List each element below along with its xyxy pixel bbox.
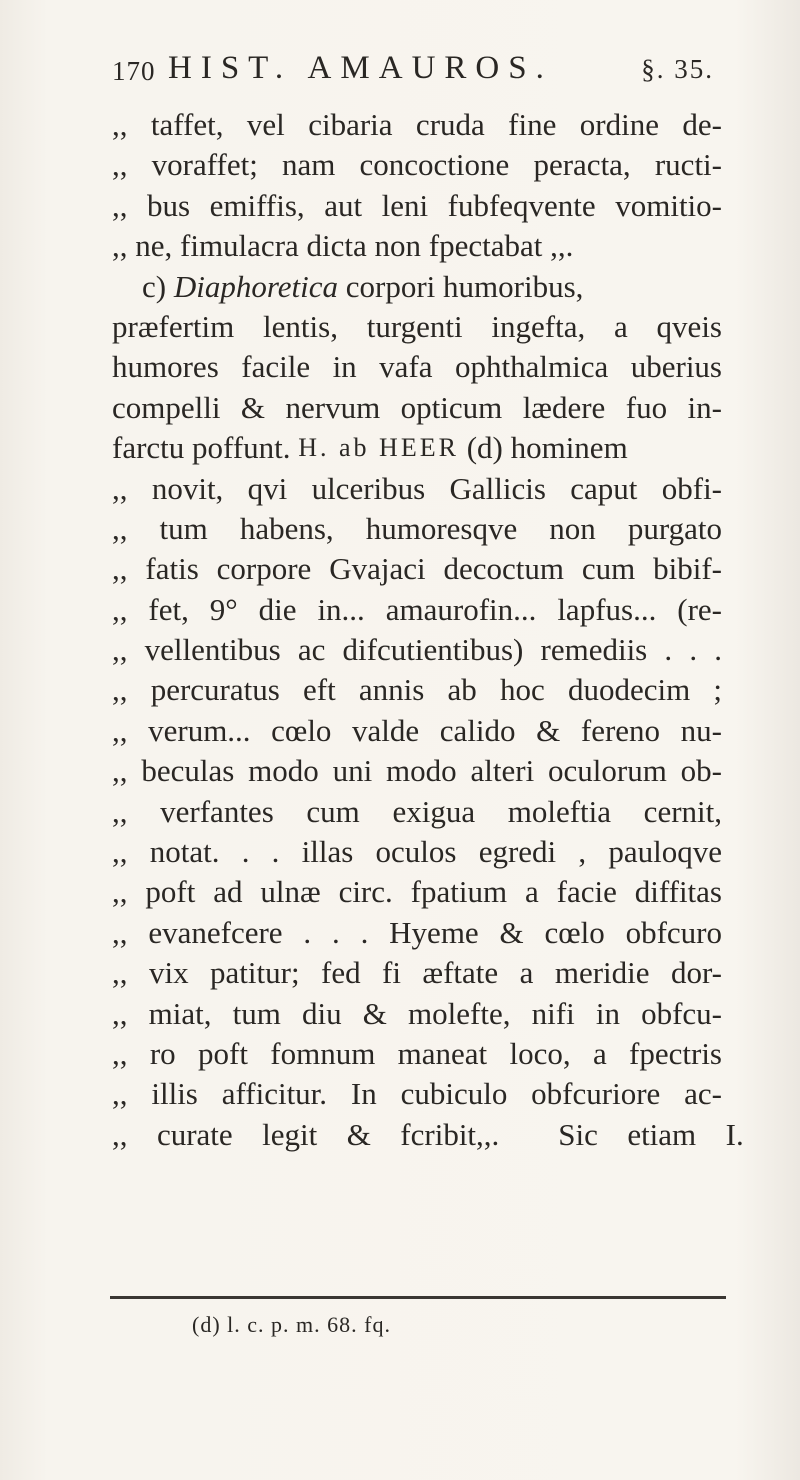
text-line: ,, illis afficitur. In cubiculo obfcuriore ac-	[112, 1076, 722, 1112]
running-header	[112, 50, 714, 94]
text-line: ,, poft ad ulnæ circ. fpatium a facie diffitas	[112, 874, 722, 910]
text-line: ,, miat, tum diu & molefte, nifi in obfcu-	[112, 995, 722, 1031]
text-line: ,, fatis corpore Gvajaci decoctum cum bibif-	[112, 551, 722, 587]
text-line: ,, bus emiffis, aut leni fubfeqvente vomitio-	[112, 187, 722, 223]
body-text	[112, 105, 744, 1155]
text-line: ,, verfantes cum exigua moleftia cernit,	[112, 793, 722, 829]
text-line: ,, beculas modo uni modo alteri oculorum ob-	[112, 753, 722, 789]
author-name: H. ab HEER	[298, 433, 459, 463]
text-line: ,, fet, 9° die in... amaurofin... lapfus... (re-	[112, 591, 722, 627]
text-line: ,, novit, qvi ulceribus Gallicis caput obfi-	[112, 470, 722, 506]
text-line: ,, voraffet; nam concoctione peracta, ructi-	[112, 147, 722, 183]
footnote: (d) l. c. p. m. 68. fq.	[192, 1312, 391, 1337]
text-line: ,, tum habens, humoresqve non purgato	[112, 510, 722, 546]
footnote-rule	[110, 1296, 726, 1299]
italic-term: Diaphoretica	[173, 268, 339, 304]
running-title: HIST. AMAUROS.	[168, 50, 553, 86]
text-line: humores facile in vafa ophthalmica uberius	[112, 349, 722, 385]
text-line: compelli & nervum opticum lædere fuo in-	[112, 389, 722, 425]
page-number: 170	[112, 56, 156, 86]
text-line: ,, vix patitur; fed fi æftate a meridie dor-	[112, 955, 722, 991]
text-line: ,, ro poft fomnum maneat loco, a fpectris	[112, 1035, 722, 1071]
text-line: ,, taffet, vel cibaria cruda fine ordine de-	[112, 107, 722, 142]
text-line: ,, ne, fimulacra dicta non fpectabat ,,.	[112, 228, 574, 264]
text-line: ,, percuratus eft annis ab hoc duodecim ;	[112, 672, 722, 708]
text-line: ,, verum... cœlo valde calido & fereno nu-	[112, 712, 722, 748]
text-line: farctu poffunt. H. ab HEER (d) hominem	[112, 428, 722, 468]
text-line: præfertim lentis, turgenti ingefta, a qveis	[112, 308, 722, 344]
section-mark: §. 35.	[641, 54, 714, 84]
text-line: ,, notat. . . illas oculos egredi , pauloqve	[112, 834, 722, 870]
text-line: c) Diaphoretica corpori humoribus,	[112, 267, 722, 307]
text-line: ,, evanefcere . . . Hyeme & cœlo obfcuro	[112, 914, 722, 950]
text-line: ,, vellentibus ac difcutientibus) remediis . . .	[112, 632, 722, 668]
text-line: ,, curate legit & fcribit,,. Sic etiam I.	[112, 1116, 744, 1152]
